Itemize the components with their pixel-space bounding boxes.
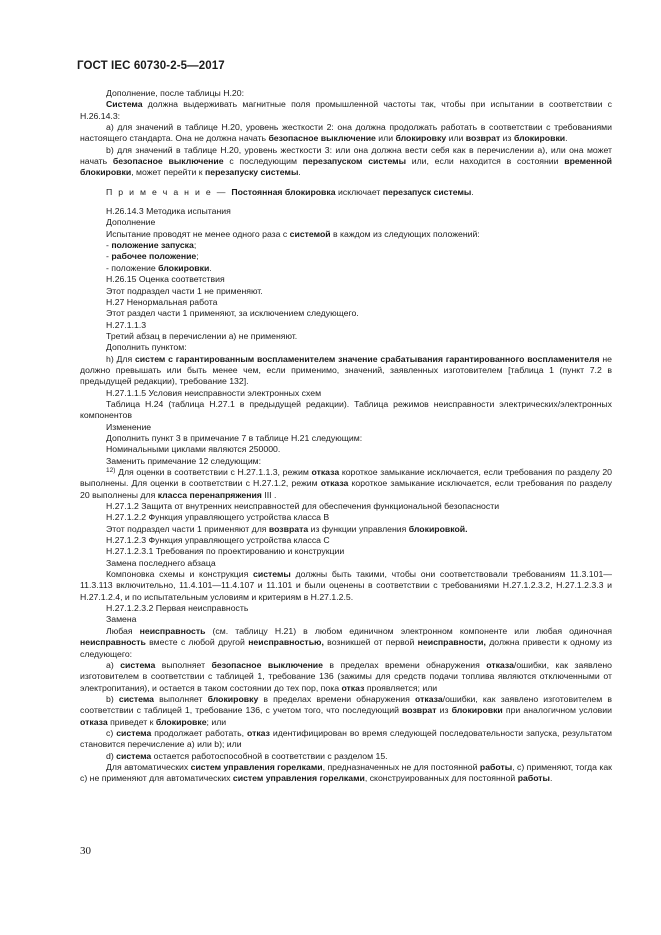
paragraph	[80, 342, 612, 353]
paragraph	[80, 399, 612, 422]
text-run: а) для значений в таблице Н.20, уровень жесткости 2: она должна продолжать работать в соответствии с требованиями настоящего стандарта. Она не должна начать	[80, 122, 612, 144]
bold-term: перезапуском системы	[302, 156, 407, 167]
paragraph	[80, 206, 612, 217]
text-run: Таблица Н.24 (таблица Н.27.1 в предыдущей редакции). Таблица режимов неисправности электрических/электронных компонентов	[80, 398, 612, 421]
text-run: П р и м е ч а н и е —	[106, 186, 232, 197]
bold-term: систем управления горелками	[190, 761, 323, 772]
page-header: ГОСТ IEC 60730-2-5—2017	[77, 60, 225, 72]
bold-term: возврат	[402, 705, 437, 716]
paragraph	[80, 751, 612, 762]
text-run: Этот раздел части 1 применяют, за исключением следующего.	[106, 308, 359, 319]
bold-term: класса перенапряжения	[157, 489, 262, 500]
text-run: должна привести к одному из следующего:	[80, 637, 612, 659]
bold-term: отказа	[311, 467, 340, 477]
paragraph	[80, 694, 612, 728]
bold-term: блокировкой.	[408, 523, 468, 534]
text-run: , сконструированных для постоянной	[364, 773, 518, 784]
text-run: остается работоспособной в соответствии с разделом 15.	[151, 750, 388, 761]
text-run: из функции управления	[308, 523, 409, 534]
paragraph	[80, 274, 612, 285]
bold-term: работы	[479, 761, 513, 772]
text-run: Н.27.1.2.3.2 Первая неисправность	[106, 603, 249, 614]
paragraph	[80, 444, 612, 455]
text-run: в пределах времени обнаружения	[322, 659, 487, 670]
paragraph	[80, 433, 612, 444]
bold-term: система	[118, 693, 154, 704]
paragraph	[80, 88, 612, 99]
text-run: , может перейти к	[131, 167, 205, 178]
bold-term: неисправность	[80, 637, 146, 648]
paragraph	[80, 535, 612, 546]
bold-term: неисправностью,	[248, 637, 324, 648]
text-run: Заменить примечание 12 следующим:	[106, 455, 262, 466]
text-run: -	[106, 240, 112, 251]
bold-term: отказа	[415, 693, 443, 704]
text-run: из	[436, 705, 452, 716]
bold-term: работы	[517, 773, 550, 784]
text-run: h) Для	[106, 353, 135, 364]
text-run: или	[446, 133, 466, 144]
text-run: возникшей от первой	[323, 637, 418, 648]
bold-term: системой	[289, 228, 331, 239]
text-run: Изменение	[106, 421, 152, 432]
text-run: Замена последнего абзаца	[106, 557, 216, 568]
paragraph	[80, 569, 612, 603]
text-run: ;	[193, 240, 197, 251]
paragraph	[80, 546, 612, 557]
bold-term: возврат	[465, 133, 501, 144]
text-run: Н.27.1.2.3.1 Требования по проектированию и конструкции	[106, 546, 345, 557]
paragraph	[80, 297, 612, 308]
text-run: продолжает работать,	[151, 727, 247, 738]
text-run: b) для значений в таблице Н.20, уровень жесткости 3: или она должна вести себя как в перечислении а), или она может начать	[80, 144, 612, 167]
text-run: III .	[261, 489, 277, 500]
bold-term: система	[116, 727, 152, 738]
bold-term: системы	[253, 569, 291, 580]
paragraph	[80, 422, 612, 433]
text-run: Н.27.1.2 Защита от внутренних неисправностей для обеспечения функциональной безопасности	[106, 501, 500, 512]
text-run: - положение	[106, 262, 159, 273]
text-run: при аналогичном условии	[502, 705, 612, 716]
bold-term: неисправность	[139, 625, 206, 636]
text-run: Для автоматических	[106, 761, 191, 772]
paragraph	[80, 145, 612, 179]
bold-term: блокировки	[451, 705, 503, 716]
paragraph	[80, 331, 612, 342]
text-run: проявляется; или	[364, 682, 438, 693]
paragraph	[80, 99, 612, 122]
paragraph	[80, 308, 612, 319]
bold-term: перезапуску системы	[205, 167, 299, 178]
text-run: с последующим	[223, 156, 303, 167]
text-run: Н.26.15 Оценка соответствия	[106, 274, 225, 285]
text-run: d)	[106, 750, 117, 761]
text-run: ;	[196, 251, 199, 262]
text-run: Дополнить пункт 3 в примечание 7 в таблице Н.21 следующим:	[106, 432, 363, 443]
paragraph	[80, 762, 612, 785]
text-run: /ошибки, как заявлено изготовителем в соответствии с таблицей 1, требование 136, с учетом того, что последующий	[80, 693, 613, 716]
text-run: Этот подраздел части 1 не применяют.	[106, 285, 263, 296]
paragraph	[80, 240, 612, 251]
text-run: c)	[106, 727, 117, 738]
paragraph	[80, 626, 612, 660]
text-run: Н.27.1.2.2 Функция управляющего устройства класса В	[106, 512, 330, 523]
bold-term: отказа	[320, 478, 349, 489]
paragraph	[80, 512, 612, 523]
bold-term: блокировки	[158, 262, 210, 273]
paragraph	[80, 603, 612, 614]
bold-term: блокировки	[513, 133, 566, 144]
text-run: , с) применяют, тогда как с) не применяют для автоматических	[80, 761, 612, 784]
text-run: .	[549, 773, 553, 784]
paragraph	[80, 122, 612, 145]
bold-term: рабочее положение	[111, 251, 197, 262]
text-run: приведет к	[107, 716, 156, 727]
bold-term: возврата	[268, 523, 309, 534]
text-run: .	[471, 186, 474, 197]
bold-term: система	[116, 750, 152, 761]
text-run: идентифицирован во время следующей последовательности запуска, результатом становится перечисление а) или b); или	[80, 727, 613, 750]
document-body	[80, 88, 612, 785]
text-run: Третий абзац в перечислении а) не применяют.	[106, 330, 298, 341]
bold-term: безопасное выключение	[211, 659, 323, 670]
bold-term: безопасное выключение	[268, 133, 376, 144]
text-run: в каждом из следующих положений:	[330, 228, 480, 239]
text-run: b)	[106, 693, 119, 704]
bold-term: блокировку	[395, 133, 447, 144]
bold-term: отказ	[341, 682, 365, 693]
text-run: вместе с любой другой	[145, 637, 249, 648]
bold-term: безопасное выключение	[112, 156, 224, 167]
bold-term: Постоянная блокировка	[231, 186, 336, 197]
text-run: Н.27.1.2.3 Функция управляющего устройства класса С	[106, 535, 330, 546]
paragraph	[80, 354, 612, 388]
bold-term: отказа	[486, 659, 514, 670]
text-run: Номинальными циклами являются 250000.	[106, 444, 281, 455]
bold-term: систем с гарантированным воспламенителем значение срабатывания гарантированного воспламенителя	[134, 353, 600, 364]
bold-term: перезапуск системы	[382, 186, 472, 197]
page-number: 30	[80, 845, 91, 857]
paragraph	[80, 251, 612, 262]
text-run: /ошибки, как заявлено изготовителем в соответствии с таблицей 1, требование 136 (зажимы для средств подачи топлива являются отключенными от электропитания), и остается в таком состоянии до тех пор, пока	[80, 659, 613, 693]
bold-term: система	[120, 659, 156, 670]
paragraph	[80, 728, 612, 751]
text-run: Н.27 Ненормальная работа	[106, 296, 218, 307]
text-run: Компоновка схемы и конструкция	[106, 569, 254, 580]
text-run: Этот подраздел части 1 применяют для	[106, 523, 269, 534]
text-run: -	[106, 251, 112, 262]
bold-term: положение запуска	[111, 240, 194, 251]
paragraph	[80, 558, 612, 569]
text-run: Для оценки в соответствии с Н.27.1.1.3, режим	[115, 467, 312, 477]
text-run: .	[298, 167, 301, 178]
text-run: не должно превышать или быть менее чем, если применимо, значений, заявленных изготовителем [таблица 1 (пункт 7.2 в предыдущей редакции), требование 132].	[80, 353, 612, 387]
text-run: из	[500, 133, 514, 144]
text-run: должна выдерживать магнитные поля промышленной частоты так, чтобы при испытании в соответствии с Н.26.14.3:	[80, 99, 612, 121]
paragraph	[80, 456, 612, 467]
text-run: или, если находится в состоянии	[406, 156, 565, 167]
text-run: Любая	[106, 625, 140, 636]
text-run: Н.27.1.1.3	[106, 319, 147, 330]
text-run: (см. таблицу Н.21) в любом единичном электронном компоненте или любая одиночная	[205, 625, 612, 636]
text-run: .	[565, 133, 568, 144]
paragraph	[80, 388, 612, 399]
text-run: короткое замыкание исключается, если требования по разделу 20 выполнены. Для оценки в соответствии с Н.27.1.2, режим	[80, 467, 612, 489]
bold-term: блокировке	[155, 716, 207, 727]
footnote-marker: 12)	[106, 467, 116, 474]
text-run: выполняет	[155, 659, 212, 670]
bold-term: неисправности,	[417, 637, 486, 648]
text-run: выполняет	[154, 693, 208, 704]
text-run: короткое замыкание исключается, если требования по разделу 20 выполнены для	[80, 478, 612, 500]
bold-term: систем управления горелками	[232, 773, 365, 784]
paragraph	[80, 187, 612, 198]
paragraph	[80, 229, 612, 240]
paragraph	[80, 320, 612, 331]
paragraph	[80, 501, 612, 512]
text-run: в пределах времени обнаружения	[258, 693, 415, 704]
text-run: а)	[106, 659, 121, 670]
paragraph	[80, 217, 612, 228]
bold-term: временной блокировки	[80, 156, 612, 178]
text-run: исключает	[335, 186, 383, 197]
text-run: ; или	[206, 716, 227, 727]
paragraph	[80, 286, 612, 297]
bold-term: отказ	[246, 727, 270, 738]
paragraph	[80, 524, 612, 535]
bold-term: блокировку	[207, 693, 259, 704]
text-run: Н.26.14.3 Методика испытания	[106, 206, 231, 217]
text-run: Дополнение, после таблицы Н.20:	[106, 88, 244, 98]
text-run: Дополнение	[106, 217, 156, 228]
text-run: Замена	[106, 614, 137, 625]
paragraph	[80, 263, 612, 274]
text-run: .	[209, 262, 212, 273]
text-run: Дополнить пунктом:	[106, 342, 187, 353]
bold-term: отказа	[80, 716, 108, 727]
text-run: должны быть такими, чтобы они соответствовали требованиям 11.3.101—11.3.113 включительно, 11.4.101—11.4.107 и 11.101 и были оценены в соответствии с требованиями Н.27.1.2.3.2, Н.27.1.2.3.3 и Н.27.1.2.4, и по испытательным условиям и критериям в Н.27.1.2.5.	[80, 569, 612, 602]
paragraph	[80, 467, 612, 501]
text-run: или	[375, 133, 396, 144]
text-run: Испытание проводят не менее одного раза с	[106, 228, 290, 239]
paragraph	[80, 614, 612, 625]
paragraph	[80, 660, 612, 694]
bold-term: Система	[106, 99, 143, 110]
text-run: Н.27.1.1.5 Условия неисправности электронных схем	[106, 387, 322, 398]
text-run: , предназначенных не для постоянной	[322, 761, 480, 772]
